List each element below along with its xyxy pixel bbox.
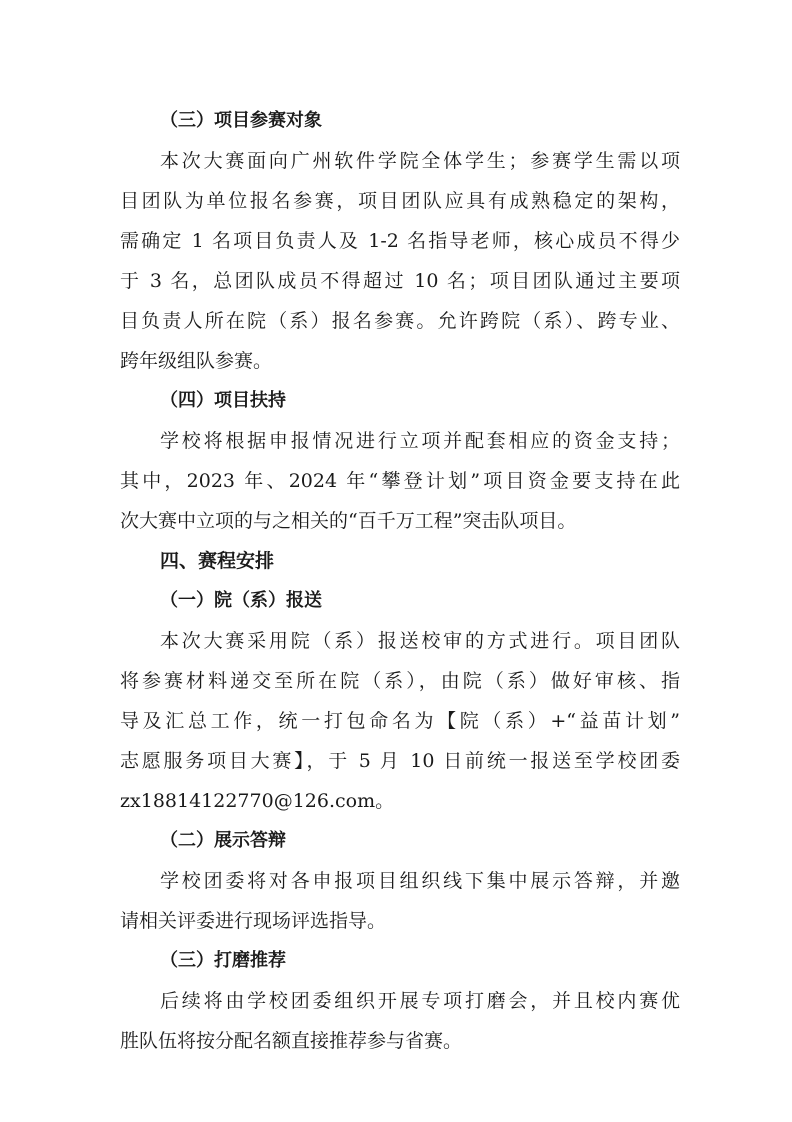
paragraph-line: 请相关评委进行现场评选指导。	[120, 910, 387, 932]
paragraph-line: 导及汇总工作，统一打包命名为【院（系）+“益苗计划”	[120, 710, 680, 732]
document-body	[120, 101, 680, 1061]
paragraph-line: 次大赛中立项的与之相关的“百千万工程”突击队项目。	[120, 510, 577, 532]
paragraph-line: 志愿服务项目大赛】，于 5 月 10 日前统一报送至学校团委	[120, 750, 680, 772]
section-heading-support: （四）项目扶持	[160, 390, 286, 411]
paragraph-line: 需确定 1 名项目负责人及 1-2 名指导老师，核心成员不得少	[120, 230, 680, 252]
paragraph-line: 后续将由学校团委组织开展专项打磨会，并且校内赛优	[160, 990, 680, 1012]
paragraph-line: 于 3 名，总团队成员不得超过 10 名；项目团队通过主要项	[120, 270, 680, 292]
subsection-heading-recommendation: （三）打磨推荐	[160, 950, 286, 971]
paragraph-line: 学校将根据申报情况进行立项并配套相应的资金支持；	[160, 430, 680, 452]
email-address: zx18814122770@126.com。	[120, 790, 395, 812]
paragraph-line: 学校团委将对各申报项目组织线下集中展示答辩，并邀	[160, 870, 680, 892]
paragraph-line: 将参赛材料递交至所在院（系），由院（系）做好审核、指	[120, 670, 680, 692]
paragraph-line: 本次大赛采用院（系）报送校审的方式进行。项目团队	[160, 630, 680, 652]
paragraph-line: 目负责人所在院（系）报名参赛。允许跨院（系）、跨专业、	[120, 310, 680, 332]
chapter-heading-schedule: 四、赛程安排	[160, 550, 275, 572]
paragraph-line: 胜队伍将按分配名额直接推荐参与省赛。	[120, 1030, 463, 1052]
paragraph-line: 其中，2023 年、2024 年“攀登计划”项目资金要支持在此	[120, 470, 680, 492]
paragraph-line: 目团队为单位报名参赛，项目团队应具有成熟稳定的架构，	[120, 190, 680, 212]
paragraph-line: 本次大赛面向广州软件学院全体学生；参赛学生需以项	[160, 150, 680, 172]
section-heading-participants: （三）项目参赛对象	[160, 110, 322, 131]
subsection-heading-submission: （一）院（系）报送	[160, 590, 322, 611]
paragraph-line: 跨年级组队参赛。	[120, 350, 273, 372]
subsection-heading-defense: （二）展示答辩	[160, 830, 286, 851]
